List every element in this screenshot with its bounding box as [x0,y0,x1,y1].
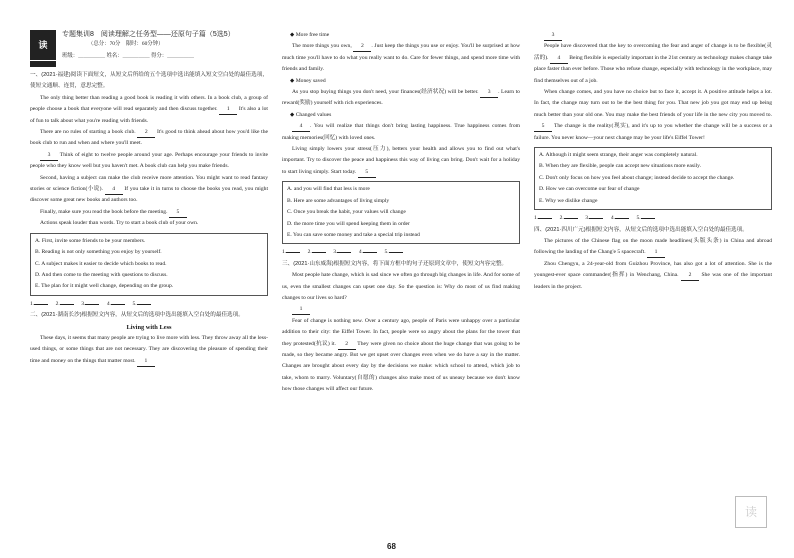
answer-blank-3[interactable]: 3 [544,31,562,41]
subheading: ◆ Money saved [290,77,326,84]
answer-slot[interactable] [111,304,125,305]
option-item: A. and you will find that less is more [287,186,370,193]
paragraph [534,30,772,41]
student-info-fields: 班级：＿＿＿＿＿ 姓名：＿＿＿＿＿ 得分：＿＿＿＿＿ [62,53,195,59]
answer-slot[interactable] [337,252,351,253]
answer-blank-2[interactable]: 2 [338,340,356,350]
answer-slot[interactable] [589,218,603,219]
option-item: D. the more time you will spend keeping them in order [287,220,410,227]
answer-slot[interactable] [363,252,377,253]
watermark-stamp: 读 [735,496,767,528]
score-time-limits: （总分：70分 限时：60分钟） [88,41,164,47]
paragraph: Most people hate change, which is sad since we often go through big changes in life. And for some of us, even the smallest changes can upset one day. So the question is: Why do most of us find making changes to our lives so hard? [282,272,520,301]
subheading: ◆ Changed values [290,111,332,118]
subheading: ◆ More free time [290,32,330,38]
section-2-intro: 二、(2021·湖南长沙)根据短文内容，从短文后的选项中选出能填入空白处的最佳选项。 [30,312,244,319]
section-1-intro: 一、(2021·福建)阅读下面短文，从短文后所给的五个选项中选出能填入短文空白处的最佳选项，使短文通顺、连贯，意思完整。 [30,72,268,90]
option-item: C. Don't only focus on how you feel about change; instead decide to accept the change. [539,174,735,181]
answer-slot[interactable] [312,252,326,253]
option-item: C. A subject makes it easier to decide which books to read. [35,260,167,267]
paragraph: The only thing better than reading a good book is reading it with others. In a book club, a group of people choose a book that everyone will read separately and then discuss together. 1 It's also a lot of fun to talk about what you're reading with friends. [30,94,268,124]
option-item: E. The plan for it might well change, depending on the group. [35,283,174,290]
paragraph: Finally, make sure you read the book before the meeting. 5 [30,207,268,218]
worksheet-header [30,30,268,70]
answer-slot[interactable] [286,252,300,253]
paragraph: Zhou Chengyu, a 24-year-old from Guizhou Province, has also got a lot of attention. She is the youngest-ever space commander(指挥) in Wenchang, China. 2 She was one of the important leaders in the project. [534,260,773,290]
paragraph: 3 Think of eight to twelve people around your age. Perhaps encourage your friends to invite people who they know well but you haven't met. A book club can help you make friends. [30,151,268,170]
answer-slot[interactable] [641,218,655,219]
answer-slot[interactable] [137,304,151,305]
paragraph: 4 . You will realize that things don't bring lasting happiness. True happiness comes from making memories(回忆) with loved ones. [282,123,520,141]
answer-slot[interactable] [85,304,99,305]
answer-line-1: 1. 2. 3. 4. 5. [30,299,268,310]
option-item: B. When they are flexible, people can accept new situations more easily. [539,163,702,170]
options-box-3 [534,147,772,210]
section-4-intro: 四、(2021·四川广元)根据短文内容，从短文后的选项中选出能填入空白处的最佳选项。 [534,226,748,233]
answer-blank-5[interactable]: 5 [169,208,187,218]
answer-line-2: 1. 2. 3. 4. 5. [282,247,520,258]
paragraph: The pictures of the Chinese flag on the moon made headlines(头版头条) in China and abroad following the landing of the Chang'e 5 spacecraft. 1 [534,236,772,259]
paragraph: The more things you own, 2 . Just keep the things you use or enjoy. You'll be surprised at how much time you'll have to do what you really want to do. Care for fewer things, and spend more time with friends and family. [282,43,520,73]
option-item: D. And then come to the meeting with questions to discuss. [35,271,168,278]
answer-blank-5[interactable]: 5 [534,122,552,132]
answer-blank-2[interactable]: 2 [353,42,371,52]
option-item: B. Reading is not only something you enjoy by yourself. [35,249,162,256]
answer-blank-1[interactable]: 1 [219,105,237,115]
page-number: 68 [387,542,396,551]
answer-slot[interactable] [389,252,403,253]
paragraph: Actions speak louder than words. Try to start a book club of your own. [40,220,199,227]
passage-title: Living with Less [126,323,172,331]
answer-line-3: 1. 2. 3. 4. 5. [534,213,772,224]
column-3 [534,30,772,293]
paragraph: As you stop buying things you don't need, your finances(经济状况) will be better. 3 . Learn to reward(奖励) yourself with rich experiences. [282,89,520,107]
option-item: C. Once you break the habit, your values will change [287,209,406,216]
column-1 [30,30,268,367]
options-box-1 [30,233,268,296]
answer-blank-5[interactable]: 5 [358,168,376,178]
paragraph: These days, it seems that many people are trying to live more with less. They throw away all the less-used things, or some things that are not necessary. They are discovering the pleasure of spending their time and money on the things that matter most. 1 [30,333,268,367]
paragraph [282,304,520,315]
paragraph: Fear of change is nothing new. Over a century ago, people of Paris were unhappy over a particular addition to their city: the Eiffel Tower. In fact, people were so angry about the plans for the tower that they protested(抗议) it. 2 They were given no choice about the huge change that was going to be made, so they became angry. But we get upset over changes even when we do have a say in the matter. Changes are brought about every day by the decisions we make: which school to attend, which job to take, whom to marry. Voluntary(自愿的) changes also make most of us uneasy because we don't know how those changes will affect our future. [282,317,520,393]
answer-blank-3[interactable]: 3 [40,151,58,161]
unit-title: 专题集训8 阅读理解之任务型——还原句子篇（5选5） [62,31,235,38]
answer-slot[interactable] [34,304,48,305]
answer-blank-4[interactable]: 4 [105,185,123,195]
option-item: D. How we can overcome our fear of change [539,186,640,193]
option-item: B. Here are some advantages of living simply [287,197,390,204]
answer-blank-1[interactable]: 1 [647,248,665,258]
paragraph: There are no rules of starting a book club. 2 It's good to think ahead about how you'd like the book club to run and when and where you'll meet. [30,129,268,147]
section-3-intro: 三、(2021·山东威海)根据短文内容，将下面方框中的句子还原到文章中，使短文内容完整。 [282,260,508,267]
answer-slot[interactable] [564,218,578,219]
column-2 [282,30,520,396]
reading-logo: 读 [30,30,56,60]
answer-blank-2[interactable]: 2 [681,271,699,281]
paragraph: Second, having a subject can make the club receive more attention. You might want to read fantasy stories or science fiction(小说). 4 If you take it in turns to choose the books you read, you might discover some great new books and authors too. [30,174,268,204]
answer-slot[interactable] [538,218,552,219]
logo-bar [30,61,56,67]
paragraph: Living simply lowers your stress(压力), betters your health and allows you to find out what's important. Try to discover the peace and happiness this way of living can bring. Don't wait for a holiday to start living simply. Start today. 5 [282,144,520,178]
answer-blank-2[interactable]: 2 [137,128,155,138]
answer-slot[interactable] [615,218,629,219]
option-item: E. You can save some money and take a special trip instead [287,231,420,238]
answer-blank-4[interactable]: 4 [550,54,568,64]
paragraph: When change comes, and you have no choice but to face it, accept it. A positive attitude helps a lot. In fact, the change may turn out to be the best thing for you. That new job you got may end up being much better than your old one. You may make the best friends of your life in the new city you moved to. 5 The change is the reality(现实), and it's up to you whether the change will be a success or a failure. You never know—your next change may be your life's Eiffel Tower! [534,89,772,141]
option-item: A. Although it might seem strange, their anger was completely natural. [539,152,698,159]
answer-blank-3[interactable]: 3 [480,88,498,98]
answer-slot[interactable] [60,304,74,305]
answer-blank-1[interactable]: 1 [137,357,155,367]
paragraph: People have discovered that the key to overcoming the fear and anger of change is to be flexible(灵活的). 4 Being flexible is especially important in the 21st century as technology makes change take place faster than ever before. Those who refuse change, especially with technology in the workplace, may find themselves out of a job. [534,43,772,84]
option-item: A. First, invite some friends to be your members. [35,237,146,244]
answer-blank-4[interactable]: 4 [292,122,310,132]
options-box-2 [282,181,520,244]
answer-blank-1[interactable]: 1 [292,305,310,315]
option-item: E. Why we dislike change [539,197,598,204]
